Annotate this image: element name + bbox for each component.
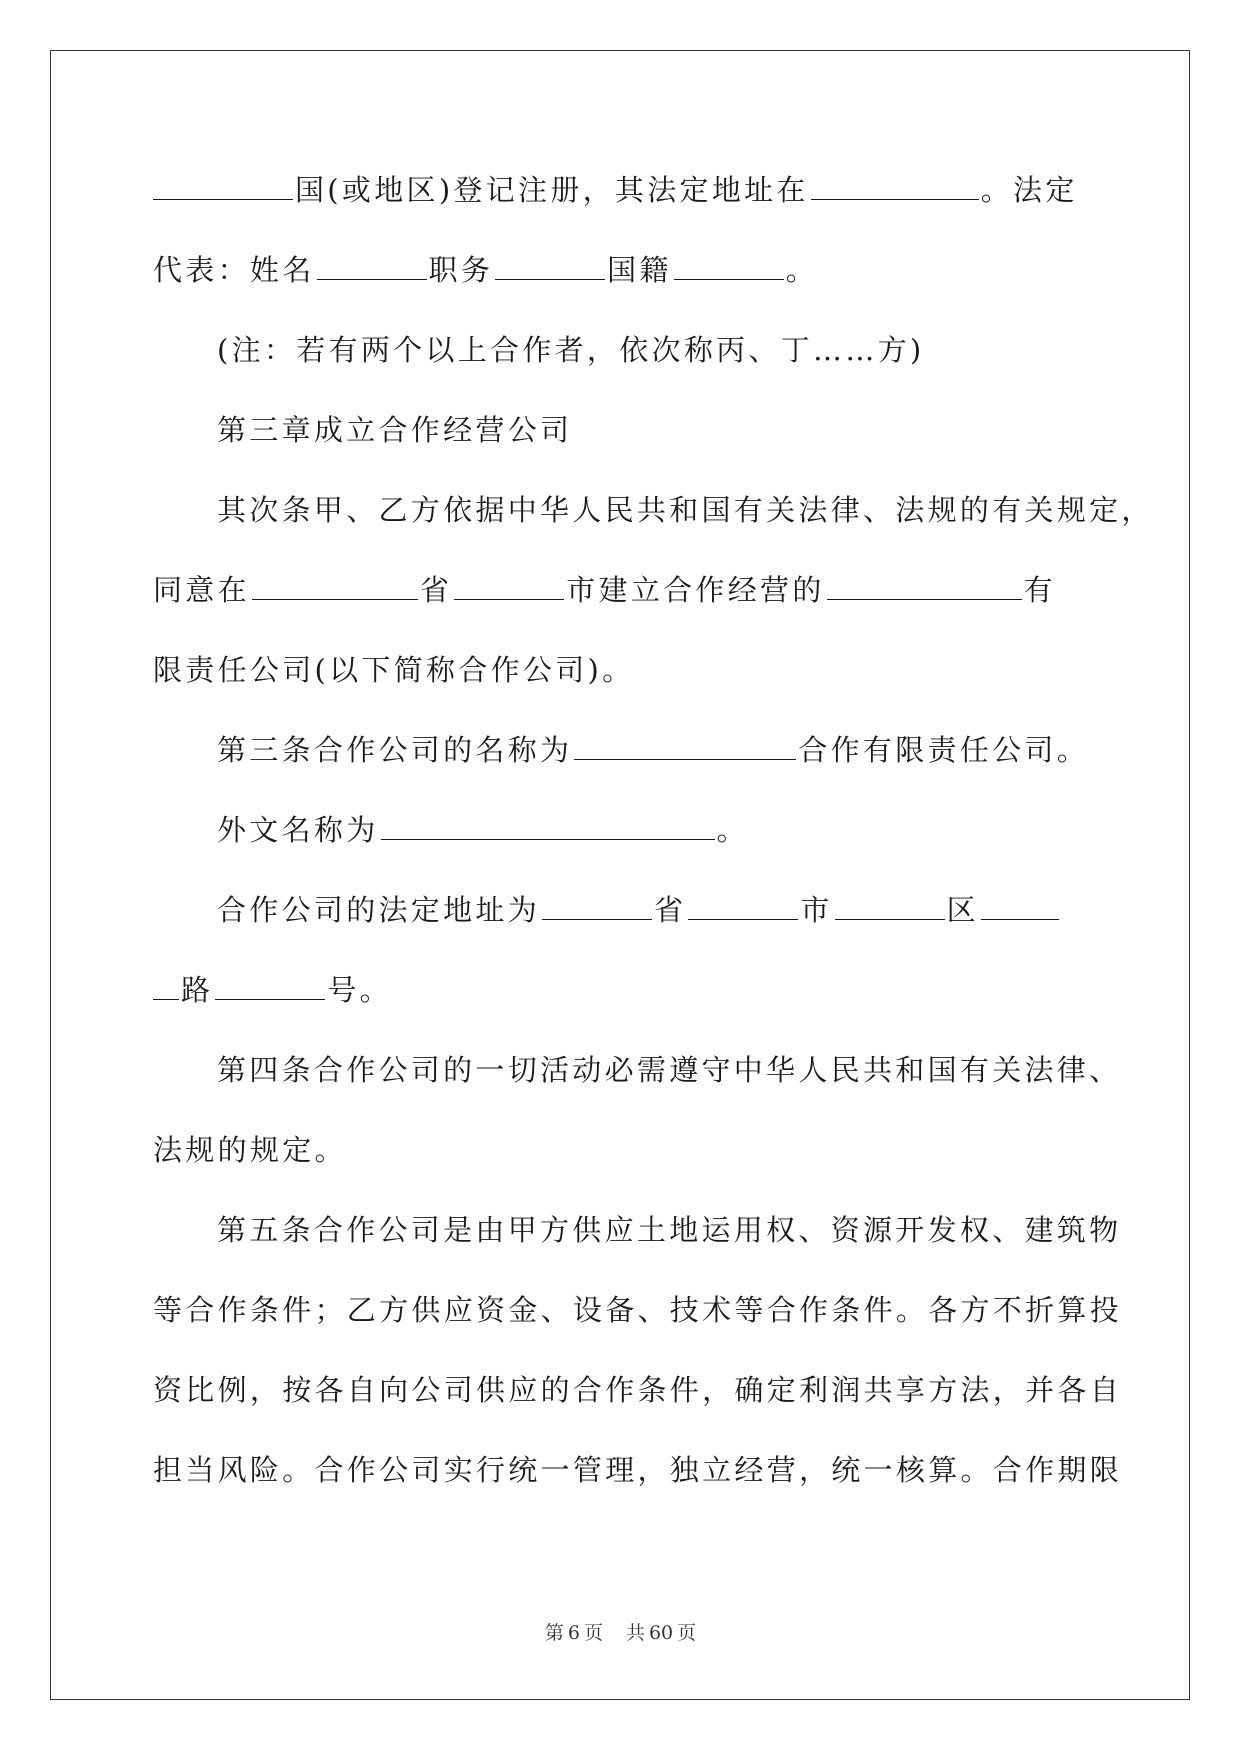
text-segment: 市: [800, 893, 833, 927]
text-line: [153, 1040, 1122, 1120]
fill-blank-legal-address[interactable]: [811, 171, 979, 200]
text-line: [153, 960, 1093, 1040]
text-line: [153, 560, 1093, 640]
text-line: [153, 1280, 1123, 1360]
text-segment: 有: [1023, 573, 1056, 607]
text-line: [153, 720, 1093, 800]
text-segment: 第五条合作公司是由甲方供应土地运用权、资源开发权、建筑物: [217, 1213, 1122, 1247]
text-segment: 法规的规定。: [153, 1133, 347, 1167]
fill-blank-company-name[interactable]: [574, 731, 796, 760]
page-footer: [0, 1618, 1241, 1645]
text-segment: 号。: [327, 973, 392, 1007]
footer-total-suffix: 页: [677, 1622, 697, 1644]
text-segment: 外文名称为: [217, 813, 379, 847]
text-line: [153, 1440, 1123, 1520]
text-line: [153, 1120, 1093, 1200]
text-line: [153, 240, 1093, 320]
text-segment: 第四条合作公司的一切活动必需遵守中华人民共和国有关法律、: [217, 1053, 1122, 1087]
text-line: [153, 880, 1093, 960]
footer-page-suffix: 页: [583, 1622, 603, 1644]
footer-prefix: 第: [544, 1622, 564, 1644]
text-segment: 其次条甲、乙方依据中华人民共和国有关法律、法规的有关规定，: [217, 493, 1154, 527]
document-body: [153, 160, 1154, 1520]
text-segment: 。法定: [980, 173, 1078, 207]
fill-blank-company-type[interactable]: [827, 571, 1022, 600]
text-segment: 市建立合作经营的: [566, 573, 825, 607]
fill-blank-address-road[interactable]: [981, 891, 1059, 920]
fill-blank-address-district[interactable]: [835, 891, 945, 920]
fill-blank-city[interactable]: [454, 571, 564, 600]
text-segment: 。: [716, 813, 749, 847]
footer-total-prefix: 共: [625, 1622, 645, 1644]
text-segment: 省: [419, 573, 453, 607]
fill-blank-country[interactable]: [153, 171, 293, 200]
text-line: [153, 800, 1093, 880]
text-segment: 国(或地区)登记注册，其法定地址在: [295, 173, 809, 207]
footer-total-pages: 60: [648, 1622, 674, 1644]
text-segment: 国籍: [607, 253, 672, 287]
text-line: [153, 480, 1154, 560]
text-segment: 担当风险。合作公司实行统一管理，独立经营，统一核算。合作期限: [153, 1453, 1123, 1487]
text-segment: 合作公司的法定地址为: [217, 893, 541, 927]
fill-blank-address-number[interactable]: [215, 971, 325, 1000]
text-segment: 合作有限责任公司。: [798, 733, 1090, 767]
text-segment: 限责任公司(以下简称合作公司)。: [153, 653, 635, 687]
fill-blank-address-province[interactable]: [542, 891, 652, 920]
text-segment: 职务: [428, 253, 494, 287]
text-line: [153, 1360, 1123, 1440]
text-segment: 第三条合作公司的名称为: [217, 733, 573, 767]
text-segment: 代表：姓名: [153, 253, 315, 287]
fill-blank-foreign-name[interactable]: [381, 811, 715, 840]
text-line: [153, 160, 1093, 240]
fill-blank-address-city[interactable]: [688, 891, 798, 920]
text-line: [153, 640, 1093, 720]
text-line: [153, 320, 1093, 400]
fill-blank-nationality[interactable]: [674, 251, 784, 280]
fill-blank-address-road-cont[interactable]: [153, 971, 179, 1000]
fill-blank-name[interactable]: [317, 251, 427, 280]
text-segment: 路: [181, 973, 214, 1007]
footer-page-number: 6: [567, 1622, 580, 1644]
text-segment: 区: [946, 893, 979, 927]
text-segment: 。: [785, 253, 819, 287]
chapter-heading: [153, 400, 1093, 480]
text-segment: 同意在: [153, 573, 250, 607]
text-line: [153, 1200, 1122, 1280]
fill-blank-position[interactable]: [495, 251, 605, 280]
chapter-title: 第三章成立合作经营公司: [217, 413, 573, 447]
note-text: (注：若有两个以上合作者，依次称丙、丁……方): [217, 333, 925, 367]
fill-blank-province[interactable]: [252, 571, 418, 600]
text-segment: 资比例，按各自向公司供应的合作条件，确定利润共享方法，并各自: [153, 1373, 1123, 1407]
text-segment: 省: [654, 893, 687, 927]
text-segment: 等合作条件；乙方供应资金、设备、技术等合作条件。各方不折算投: [153, 1293, 1123, 1327]
